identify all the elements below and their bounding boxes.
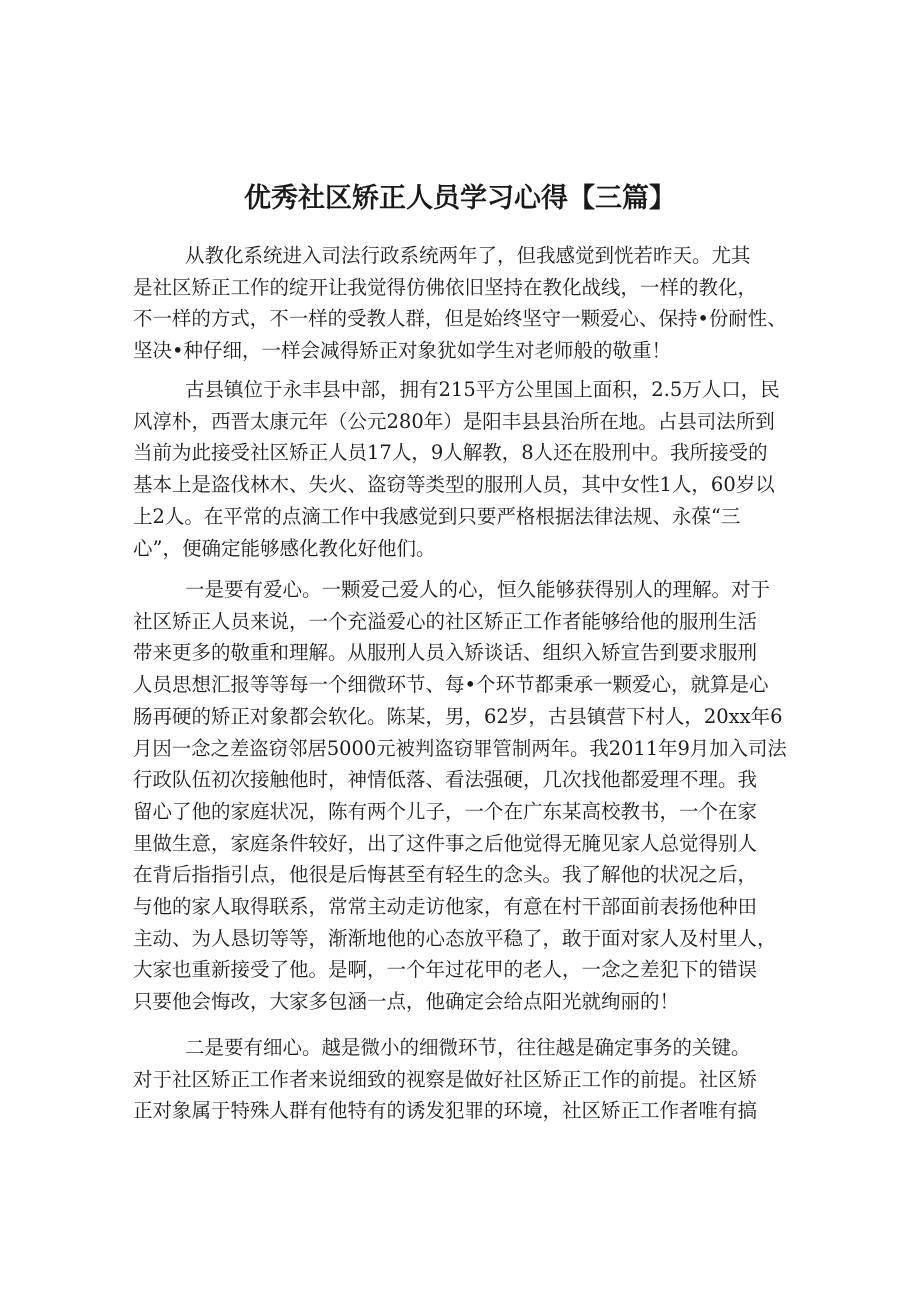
paragraph-line: 从教化系统进入司法行政系统两年了，但我感觉到恍若昨天。尤其 xyxy=(185,244,751,267)
paragraph-line: 对于社区矫正工作者来说细致的视察是做好社区矫正工作的前提。社区矫 xyxy=(133,1067,758,1091)
paragraph-1 xyxy=(133,240,787,367)
paragraph-line: 是社区矫正工作的绽开让我觉得仿佛依旧坚持在教化战线，一样的教化， xyxy=(133,275,758,299)
paragraph-line: 带来更多的敬重和理解。从服刑人员入矫谈话、组织入矫宣告到要求服刑 xyxy=(133,641,758,665)
paragraph-line: 心”，便确定能够感化教化好他们。 xyxy=(133,536,436,560)
paragraph-4 xyxy=(133,1032,787,1127)
paragraph-line: 只要他会悔改，大家多包涵一点，他确定会给点阳光就绚丽的！ xyxy=(133,990,680,1014)
paragraph-line: 二是要有细心。越是微小的细微环节，往往越是确定事务的关键。 xyxy=(185,1036,751,1059)
paragraph-line: 里做生意，家庭条件较好，出了这件事之后他觉得无腌见家人总觉得别人 xyxy=(133,831,758,855)
paragraph-line: 社区矫正人员来说，一个充溢爱心的社区矫正工作者能够给他的服刑生活 xyxy=(133,609,758,633)
paragraph-line: 月因一念之差盗窃邻居5000元被判盗窃罪管制两年。我2011年9月加入司法 xyxy=(133,736,787,760)
paragraph-line: 主动、为人恳切等等，渐渐地他的心态放平稳了，敢于面对家人及村里人， xyxy=(133,926,777,950)
paragraph-line: 上2人。在平常的点滴工作中我感觉到只要严格根据法律法规、永葆“三 xyxy=(133,504,741,528)
paragraph-3 xyxy=(133,574,787,1018)
paragraph-line: 大家也重新接受了他。是啊，一个年过花甲的老人，一念之差犯下的错误 xyxy=(133,958,758,982)
paragraph-2 xyxy=(133,374,787,564)
paragraph-line: 古县镇位于永丰县中部，拥有215平方公里国上面积，2.5万人口，民 xyxy=(185,378,780,401)
paragraph-line: 与他的家人取得联系，常常主动走访他家，有意在村干部面前表扬他种田 xyxy=(133,895,758,919)
paragraph-line: 在背后指指引点，他很是后悔甚至有轻生的念头。我了解他的状况之后， xyxy=(133,863,758,887)
paragraph-line: 不一样的方式，不一样的受教人群，但是始终坚守一颗爱心、保持•份耐性、 xyxy=(133,307,787,331)
paragraph-line: 坚决•种仔细，一样会减得矫正对象犹如学生对老师般的敬重！ xyxy=(133,339,672,363)
paragraph-line: 风淳朴，西晋太康元年（公元280年）是阳丰县县治所在地。占县司法所到 xyxy=(133,409,775,433)
document-title: 优秀社区矫正人员学习心得【三篇】 xyxy=(244,183,676,214)
paragraph-line: 留心了他的家庭状况，陈有两个儿子，一个在广东某高校教书，一个在家 xyxy=(133,799,758,823)
paragraph-line: 正对象属于特殊人群有他特有的诱发犯罪的环境，社区矫正工作者唯有搞 xyxy=(133,1099,758,1123)
paragraph-line: 一是要有爱心。一颗爱己爱人的心，恒久能够获得别人的理解。对于 xyxy=(185,578,771,601)
paragraph-line: 人员思想汇报等等每一个细微环节、每•个环节都秉承一颗爱心，就算是心 xyxy=(133,673,769,697)
paragraph-line: 肠再硬的矫正对象都会软化。陈某，男，62岁，古县镇营下村人，20xx年6 xyxy=(133,704,783,728)
paragraph-line: 行政队伍初次接触他时，神情低落、看法强硬，几次找他都爱理不理。我 xyxy=(133,768,758,792)
paragraph-line: 基本上是盗伐林木、失火、盗窃等类型的服刑人员，其中女性1人，60岁以 xyxy=(133,473,775,497)
paragraph-line: 当前为此接受社区矫正人员17人，9人解教，8人还在股刑中。我所接受的 xyxy=(133,441,768,465)
